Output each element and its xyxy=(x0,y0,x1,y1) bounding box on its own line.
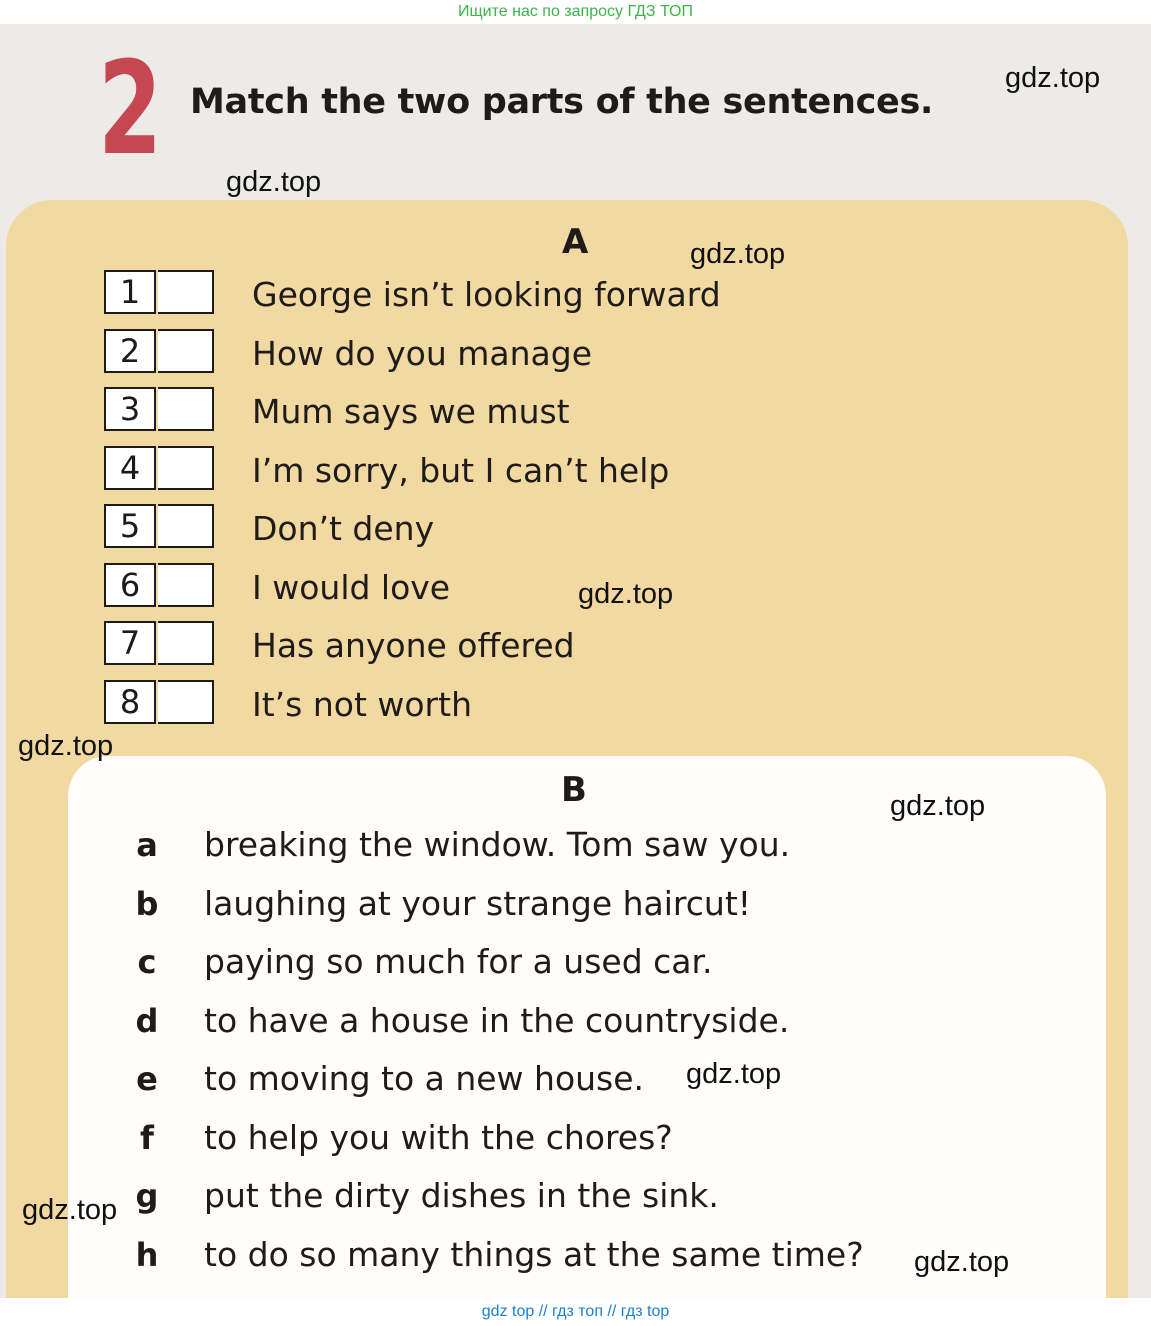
watermark: gdz.top xyxy=(690,238,786,270)
b-item-letter: c xyxy=(137,943,157,981)
b-item-text: to help you with the chores? xyxy=(204,1117,673,1157)
a-item-number: 7 xyxy=(104,621,156,665)
b-item-text: paying so much for a used car. xyxy=(204,942,713,981)
watermark: gdz.top xyxy=(914,1246,1010,1278)
b-item-letter: g xyxy=(135,1177,159,1215)
a-item-text: Has anyone offered xyxy=(252,626,575,665)
watermark: gdz.top xyxy=(890,790,986,822)
watermark: gdz.top xyxy=(1005,62,1101,94)
answer-box[interactable] xyxy=(158,680,214,724)
watermark: gdz.top xyxy=(578,578,674,610)
section-a-title: A xyxy=(562,222,589,262)
answer-box[interactable] xyxy=(158,446,214,490)
a-item-number: 2 xyxy=(104,329,156,373)
answer-box[interactable] xyxy=(158,270,214,314)
answer-box[interactable] xyxy=(158,387,214,431)
watermark: gdz.top xyxy=(686,1058,782,1090)
a-item-number: 8 xyxy=(104,680,156,724)
b-item-text: to have a house in the countryside. xyxy=(204,1000,790,1040)
b-item-letter: e xyxy=(136,1060,158,1098)
section-b-title: B xyxy=(561,770,587,810)
a-item-number: 1 xyxy=(104,270,156,314)
a-item-number: 3 xyxy=(104,387,156,431)
b-item-text: laughing at your strange haircut! xyxy=(204,883,751,923)
watermark: gdz.top xyxy=(18,730,114,762)
a-item-text: How do you manage xyxy=(252,333,592,373)
watermark: gdz.top xyxy=(226,166,322,198)
a-item-number: 6 xyxy=(104,563,156,607)
b-item-text: put the dirty dishes in the sink. xyxy=(204,1176,719,1215)
a-item-text: Don’t deny xyxy=(252,509,435,548)
exercise-instruction: Match the two parts of the sentences. xyxy=(190,82,933,122)
top-banner[interactable]: Ищите нас по запросу ГДЗ ТОП xyxy=(0,0,1151,24)
b-item-letter: h xyxy=(135,1235,159,1274)
a-item-text: I’m sorry, but I can’t help xyxy=(252,450,670,490)
answer-box[interactable] xyxy=(158,329,214,373)
answer-box[interactable] xyxy=(158,504,214,548)
b-item-text: to moving to a new house. xyxy=(204,1059,645,1098)
b-item-letter: f xyxy=(140,1118,154,1157)
b-item-letter: d xyxy=(135,1001,159,1040)
b-item-text: to do so many things at the same time? xyxy=(204,1234,864,1274)
a-item-text: It’s not worth xyxy=(252,684,472,724)
a-item-number: 5 xyxy=(104,504,156,548)
b-item-letter: b xyxy=(135,884,159,923)
answer-box[interactable] xyxy=(158,563,214,607)
a-item-text: George isn’t looking forward xyxy=(252,275,721,314)
a-item-number: 4 xyxy=(104,446,156,490)
a-item-text: Mum says we must xyxy=(252,392,570,431)
exercise-number: 2 xyxy=(98,35,163,184)
answer-box[interactable] xyxy=(158,621,214,665)
a-item-text: I would love xyxy=(252,567,451,607)
b-item-text: breaking the window. Tom saw you. xyxy=(204,825,791,864)
bottom-banner[interactable]: gdz top // гдз топ // гдз top xyxy=(0,1298,1151,1326)
b-item-letter: a xyxy=(136,826,158,864)
watermark: gdz.top xyxy=(22,1194,118,1226)
